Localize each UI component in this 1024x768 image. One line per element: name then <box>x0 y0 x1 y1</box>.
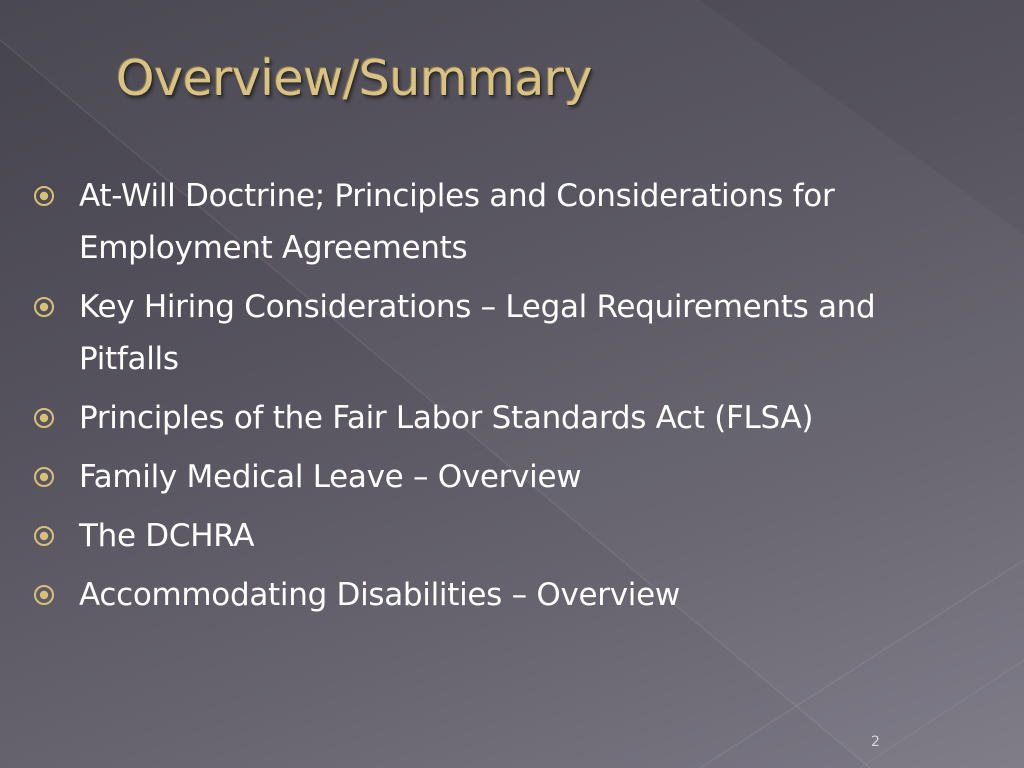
bullet-text: Principles of the Fair Labor Standards Act (FLSA) <box>79 400 814 436</box>
bullet-list <box>30 170 980 628</box>
target-circle-icon <box>33 407 55 429</box>
target-circle-icon <box>33 584 55 606</box>
target-circle-icon <box>33 466 55 488</box>
bullet-text: At-Will Doctrine; Principles and Considerations for Employment Agreements <box>79 178 835 266</box>
bullet-item <box>30 569 980 621</box>
bullet-item <box>30 170 980 274</box>
bullet-item <box>30 451 980 503</box>
target-circle-icon <box>33 185 55 207</box>
bullet-item <box>30 392 980 444</box>
bullet-text: Key Hiring Considerations – Legal Requirements and Pitfalls <box>79 289 876 377</box>
slide-title: Overview/Summary <box>116 50 592 107</box>
page-number: 2 <box>871 734 880 750</box>
bullet-text: The DCHRA <box>79 518 255 554</box>
target-circle-icon <box>33 296 55 318</box>
bullet-text: Family Medical Leave – Overview <box>79 459 582 495</box>
bullet-item <box>30 510 980 562</box>
bullet-text: Accommodating Disabilities – Overview <box>79 577 680 613</box>
bullet-item <box>30 281 980 385</box>
target-circle-icon <box>33 525 55 547</box>
